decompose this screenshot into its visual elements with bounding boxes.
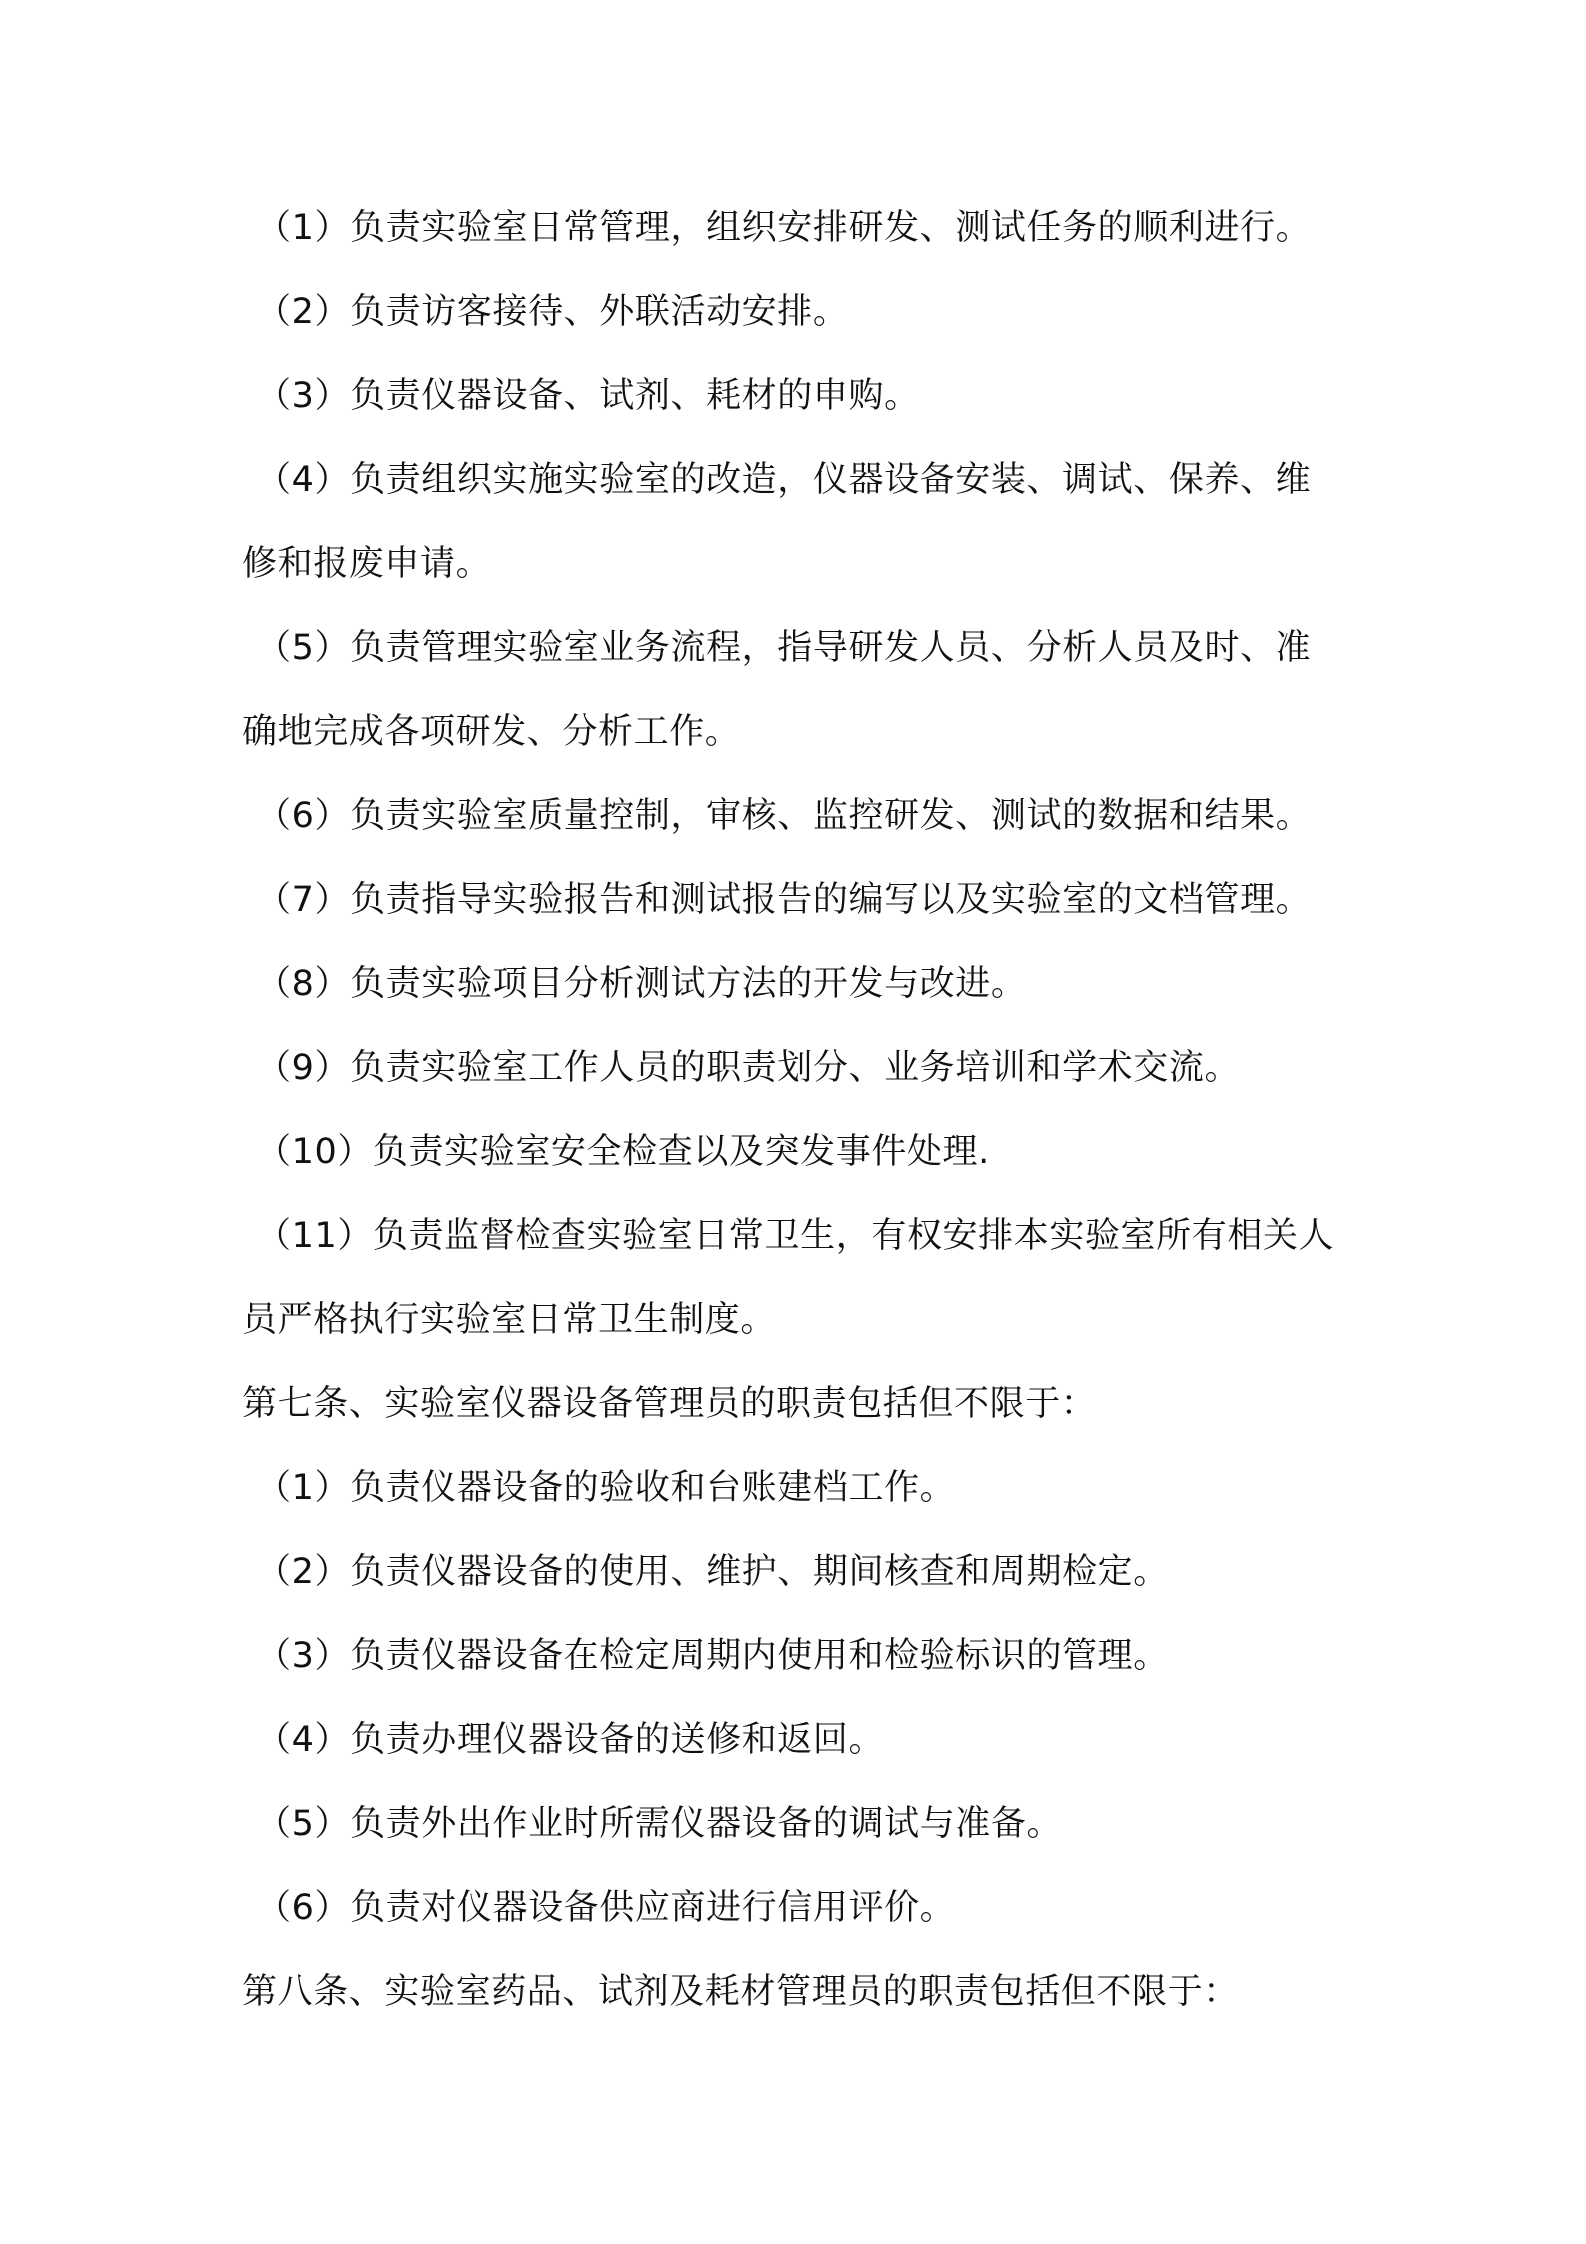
equipment-duty-4: （4）负责办理仪器设备的送修和返回。 (256, 1720, 885, 1760)
duty-item-2: （2）负责访客接待、外联活动安排。 (256, 292, 849, 332)
duty-item-11: （11）负责监督检查实验室日常卫生，有权安排本实验室所有相关人 (256, 1216, 1335, 1256)
duty-item-1: （1）负责实验室日常管理，组织安排研发、测试任务的顺利进行。 (256, 208, 1312, 248)
duty-item-4-continuation: 修和报废申请。 (242, 544, 492, 584)
equipment-duty-2: （2）负责仪器设备的使用、维护、期间核查和周期检定。 (256, 1552, 1169, 1592)
duty-item-10: （10）负责实验室安全检查以及突发事件处理. (256, 1132, 990, 1172)
duty-item-7: （7）负责指导实验报告和测试报告的编写以及实验室的文档管理。 (256, 880, 1312, 920)
equipment-duty-5: （5）负责外出作业时所需仪器设备的调试与准备。 (256, 1804, 1063, 1844)
duty-item-5: （5）负责管理实验室业务流程，指导研发人员、分析人员及时、准 (256, 628, 1312, 668)
equipment-duty-6: （6）负责对仪器设备供应商进行信用评价。 (256, 1888, 956, 1928)
article-8-heading: 第八条、实验室药品、试剂及耗材管理员的职责包括但不限于： (242, 1972, 1239, 2012)
duty-item-3: （3）负责仪器设备、试剂、耗材的申购。 (256, 376, 920, 416)
duty-item-9: （9）负责实验室工作人员的职责划分、业务培训和学术交流。 (256, 1048, 1241, 1088)
duty-item-4: （4）负责组织实施实验室的改造，仪器设备安装、调试、保养、维 (256, 460, 1312, 500)
duty-item-6: （6）负责实验室质量控制，审核、监控研发、测试的数据和结果。 (256, 796, 1312, 836)
equipment-duty-1: （1）负责仪器设备的验收和台账建档工作。 (256, 1468, 956, 1508)
duty-item-5-continuation: 确地完成各项研发、分析工作。 (242, 712, 741, 752)
equipment-duty-3: （3）负责仪器设备在检定周期内使用和检验标识的管理。 (256, 1636, 1169, 1676)
duty-item-11-continuation: 员严格执行实验室日常卫生制度。 (242, 1300, 777, 1340)
duty-item-8: （8）负责实验项目分析测试方法的开发与改进。 (256, 964, 1027, 1004)
article-7-heading: 第七条、实验室仪器设备管理员的职责包括但不限于： (242, 1384, 1097, 1424)
